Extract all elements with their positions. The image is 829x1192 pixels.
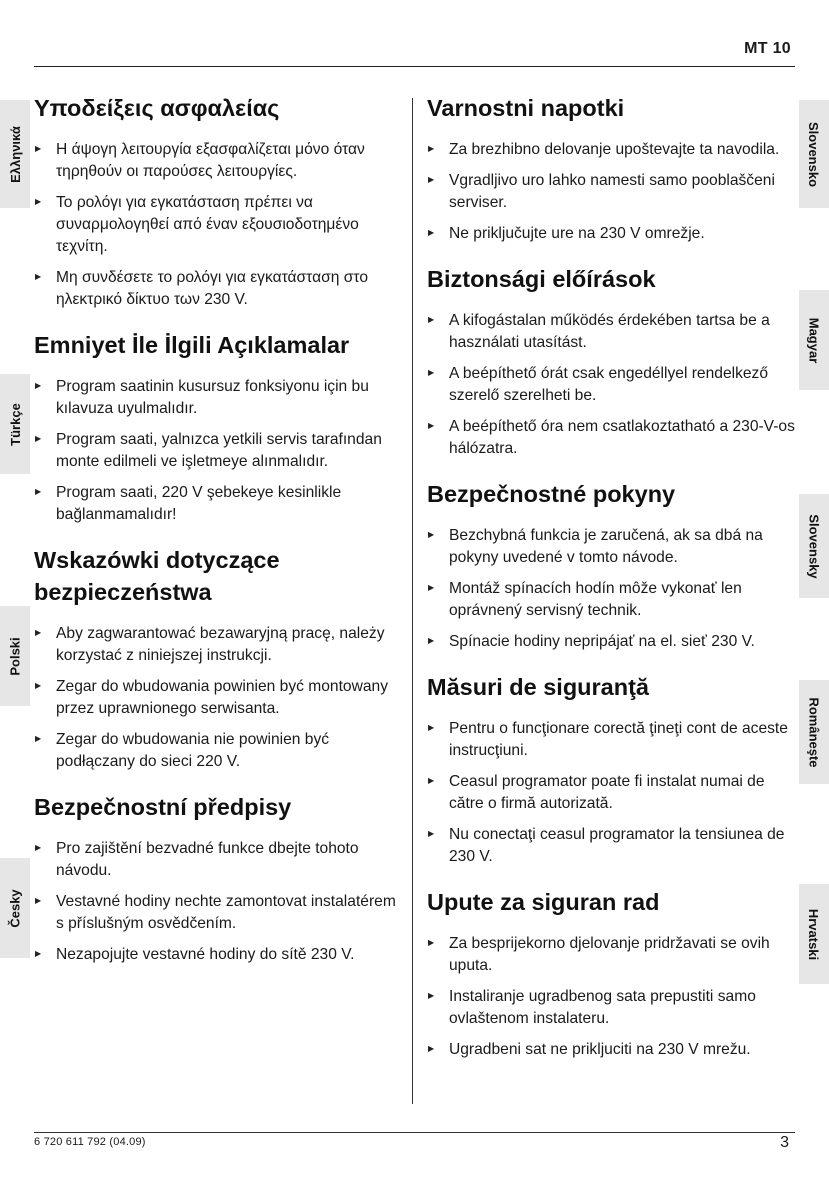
list-item: ▶ Vestavné hodiny nechte zamontovat instalatérem s příslušným osvědčením. (34, 891, 398, 935)
section-title: Bezpečnostní předpisy (34, 794, 292, 820)
list-item: ▶ Η άψογη λειτουργία εξασφαλίζεται μόνο όταν τηρηθούν οι παρούσες λειτουργίες. (34, 139, 398, 183)
page-number: 3 (780, 1134, 789, 1151)
language-tab-slovenian: Slovensko (799, 100, 829, 208)
document-number: 6 720 611 792 (04.09) (34, 1136, 146, 1148)
page-header-title: MT 10 (744, 40, 791, 57)
section-title: Varnostni napotki (427, 95, 625, 121)
list-item: ▶ Ne priključujte ure na 230 V omrežje. (427, 223, 797, 245)
list-item: ▶ Bezchybná funkcia je zaručená, ak sa dbá na pokyny uvedené v tomto návode. (427, 525, 797, 569)
list-item: ▶ Spínacie hodiny nepripájať na el. sieť 230 V. (427, 631, 797, 653)
section-hungarian (427, 263, 797, 460)
language-tab-turkish: Türkçe (0, 374, 30, 474)
section-slovak (427, 478, 797, 653)
language-tab-hungarian: Magyar (799, 290, 829, 390)
footer-rule (34, 1132, 795, 1133)
section-title: Biztonsági előírások (427, 266, 656, 292)
column-divider (412, 98, 413, 1104)
list-item: ▶ Ceasul programator poate fi instalat numai de către o firmă autorizată. (427, 771, 797, 815)
list-item: ▶ Nu conectaţi ceasul programator la tensiunea de 230 V. (427, 824, 797, 868)
section-title: Emniyet İle İlgili Açıklamalar (34, 332, 350, 358)
section-title: Wskazówki dotyczące bezpieczeństwa (34, 547, 280, 605)
list-item: ▶ Aby zagwarantować bezawaryjną pracę, należy korzystać z niniejszej instrukcji. (34, 623, 398, 667)
language-tab-polish: Polski (0, 606, 30, 706)
list-item: ▶ Zegar do wbudowania nie powinien być podłączany do sieci 220 V. (34, 729, 398, 773)
section-title: Măsuri de siguranţă (427, 674, 649, 700)
language-tab-greek: Ελληνικά (0, 100, 30, 208)
language-tab-slovak: Slovensky (799, 494, 829, 598)
list-item: ▶ A kifogástalan működés érdekében tartsa be a használati utasítást. (427, 310, 797, 354)
list-item: ▶ Za besprijekorno djelovanje pridržavati se ovih uputa. (427, 933, 797, 977)
list-item: ▶ Za brezhibno delovanje upoštevajte ta navodila. (427, 139, 797, 161)
list-item: ▶ Το ρολόγι για εγκατάσταση πρέπει να συναρμολογηθεί από έναν εξουσιοδοτημένο τεχνίτη. (34, 192, 398, 258)
section-title: Upute za siguran rad (427, 889, 660, 915)
language-tab-croatian: Hrvatski (799, 884, 829, 984)
list-item: ▶ Program saati, yalnızca yetkili servis tarafından monte edilmeli ve işletmeye alınmalıdır. (34, 429, 398, 473)
section-polish (34, 544, 398, 773)
list-item: ▶ Program saati, 220 V şebekeye kesinlikle bağlanmamalıdır! (34, 482, 398, 526)
header-rule (34, 66, 795, 67)
section-turkish (34, 329, 398, 526)
list-item: ▶ A beépíthető óra nem csatlakoztatható a 230-V-os hálózatra. (427, 416, 797, 460)
list-item: ▶ Montáž spínacích hodín môže vykonať len oprávnený servisný technik. (427, 578, 797, 622)
list-item: ▶ Ugradbeni sat ne prikljuciti na 230 V mrežu. (427, 1039, 797, 1061)
language-tab-romanian: Româneşte (799, 680, 829, 784)
list-item: ▶ Program saatinin kusursuz fonksiyonu için bu kılavuza uyulmalıdır. (34, 376, 398, 420)
section-czech (34, 791, 398, 966)
section-title: Υποδείξεις ασφαλείας (34, 95, 280, 121)
list-item: ▶ A beépíthető órát csak engedéllyel rendelkező szerelő szerelheti be. (427, 363, 797, 407)
list-item: ▶ Vgradljivo uro lahko namesti samo pooblaščeni serviser. (427, 170, 797, 214)
list-item: ▶ Μη συνδέσετε το ρολόγι για εγκατάσταση στο ηλεκτρικό δίκτυο των 230 V. (34, 267, 398, 311)
list-item: ▶ Pentru o funcţionare corectă ţineţi cont de aceste instrucţiuni. (427, 718, 797, 762)
section-greek (34, 92, 398, 311)
list-item: ▶ Nezapojujte vestavné hodiny do sítě 230 V. (34, 944, 398, 966)
section-slovenian (427, 92, 797, 245)
section-croatian (427, 886, 797, 1061)
language-tab-czech: Česky (0, 858, 30, 958)
section-romanian (427, 671, 797, 868)
section-title: Bezpečnostné pokyny (427, 481, 676, 507)
right-column (427, 92, 797, 1079)
list-item: ▶ Zegar do wbudowania powinien być montowany przez uprawnionego serwisanta. (34, 676, 398, 720)
left-column (34, 92, 398, 984)
list-item: ▶ Pro zajištění bezvadné funkce dbejte tohoto návodu. (34, 838, 398, 882)
list-item: ▶ Instaliranje ugradbenog sata prepustiti samo ovlaštenom instalateru. (427, 986, 797, 1030)
